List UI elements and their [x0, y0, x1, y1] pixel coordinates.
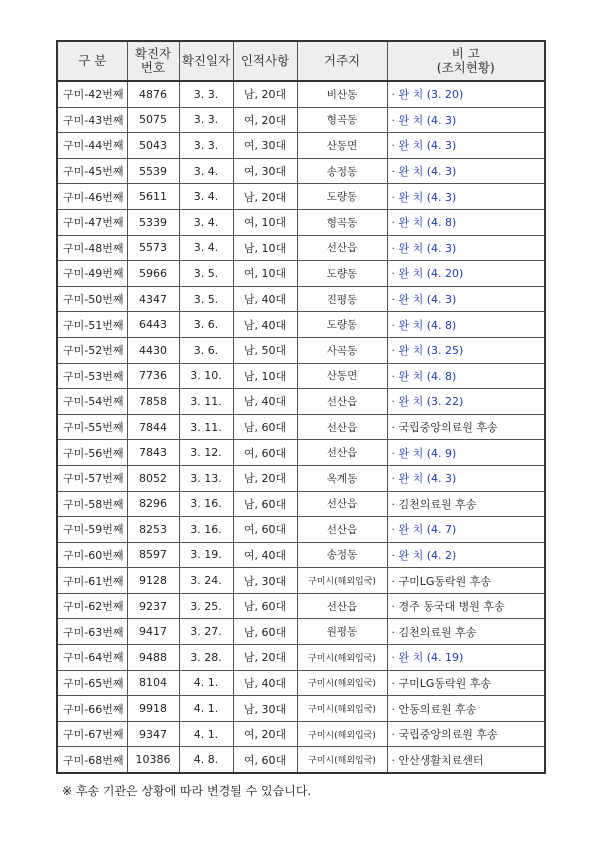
cell-remark: · 완 치 (4. 7) [387, 517, 545, 543]
cell-personal-info: 남, 10대 [233, 235, 297, 261]
table-row [57, 517, 545, 543]
table-row [57, 645, 545, 671]
cell-confirmed-date: 3. 3. [179, 133, 233, 159]
cell-confirmed-date: 3. 12. [179, 440, 233, 466]
cell-personal-info: 여, 60대 [233, 440, 297, 466]
cell-remark: · 완 치 (4. 19) [387, 645, 545, 671]
cell-remark: · 완 치 (4. 3) [387, 107, 545, 133]
cell-case-number: 9488 [127, 645, 179, 671]
cell-personal-info: 남, 40대 [233, 670, 297, 696]
table-row [57, 363, 545, 389]
cell-confirmed-date: 3. 10. [179, 363, 233, 389]
cell-remark: · 완 치 (4. 3) [387, 184, 545, 210]
cell-remark: · 완 치 (4. 3) [387, 235, 545, 261]
table-row [57, 261, 545, 287]
cell-case-id: 구미-65번째 [57, 670, 127, 696]
table-row [57, 337, 545, 363]
cell-confirmed-date: 4. 1. [179, 696, 233, 722]
cell-residence: 구미시(해외입국) [297, 670, 387, 696]
table-row [57, 184, 545, 210]
cell-confirmed-date: 3. 5. [179, 261, 233, 287]
header-remarks-line1: 비 고 [451, 46, 480, 61]
header-case-number-line2: 번호 [140, 60, 166, 75]
cell-case-number: 5339 [127, 209, 179, 235]
cell-remark: · 완 치 (3. 22) [387, 389, 545, 415]
cell-case-id: 구미-43번째 [57, 107, 127, 133]
cell-case-number: 9918 [127, 696, 179, 722]
cell-personal-info: 여, 20대 [233, 107, 297, 133]
cell-case-id: 구미-66번째 [57, 696, 127, 722]
cell-case-id: 구미-64번째 [57, 645, 127, 671]
cell-residence: 구미시(해외입국) [297, 747, 387, 773]
cell-confirmed-date: 3. 4. [179, 158, 233, 184]
cell-case-number: 7858 [127, 389, 179, 415]
cell-residence: 구미시(해외입국) [297, 721, 387, 747]
header-residence: 거주지 [297, 41, 387, 81]
cell-case-id: 구미-62번째 [57, 593, 127, 619]
cell-case-number: 7844 [127, 414, 179, 440]
cell-case-id: 구미-68번째 [57, 747, 127, 773]
cell-residence: 송정동 [297, 158, 387, 184]
cell-personal-info: 여, 20대 [233, 721, 297, 747]
cell-remark: · 완 치 (4. 8) [387, 312, 545, 338]
table-row [57, 81, 545, 107]
cell-case-number: 6443 [127, 312, 179, 338]
cell-case-number: 10386 [127, 747, 179, 773]
table-row [57, 158, 545, 184]
table-row [57, 389, 545, 415]
cell-confirmed-date: 3. 11. [179, 389, 233, 415]
cell-personal-info: 여, 30대 [233, 158, 297, 184]
cell-confirmed-date: 3. 28. [179, 645, 233, 671]
cell-confirmed-date: 4. 8. [179, 747, 233, 773]
table-row [57, 209, 545, 235]
cell-confirmed-date: 4. 1. [179, 721, 233, 747]
cell-residence: 산동면 [297, 133, 387, 159]
header-row [57, 41, 545, 81]
cell-case-id: 구미-52번째 [57, 337, 127, 363]
cell-case-number: 9347 [127, 721, 179, 747]
cell-case-id: 구미-57번째 [57, 465, 127, 491]
table-row [57, 542, 545, 568]
cell-case-number: 8296 [127, 491, 179, 517]
cell-case-number: 8052 [127, 465, 179, 491]
cell-case-number: 9128 [127, 568, 179, 594]
cell-confirmed-date: 3. 19. [179, 542, 233, 568]
cell-remark: · 완 치 (4. 3) [387, 133, 545, 159]
cell-case-id: 구미-50번째 [57, 286, 127, 312]
cell-case-id: 구미-53번째 [57, 363, 127, 389]
cell-remark: · 완 치 (4. 20) [387, 261, 545, 287]
cell-confirmed-date: 4. 1. [179, 670, 233, 696]
cell-remark: · 경주 동국대 병원 후송 [387, 593, 545, 619]
cell-case-number: 5966 [127, 261, 179, 287]
footnote: ※ 후송 기관은 상황에 따라 변경될 수 있습니다. [62, 784, 312, 798]
cell-confirmed-date: 3. 13. [179, 465, 233, 491]
table-row [57, 465, 545, 491]
table-row [57, 721, 545, 747]
cell-case-number: 8104 [127, 670, 179, 696]
cell-case-number: 4347 [127, 286, 179, 312]
table-row [57, 107, 545, 133]
cell-remark: · 완 치 (3. 20) [387, 81, 545, 107]
table-row [57, 696, 545, 722]
cell-confirmed-date: 3. 25. [179, 593, 233, 619]
cell-personal-info: 남, 40대 [233, 286, 297, 312]
cell-confirmed-date: 3. 6. [179, 312, 233, 338]
cell-case-number: 5075 [127, 107, 179, 133]
cell-residence: 산동면 [297, 363, 387, 389]
cell-remark: · 안동의료원 후송 [387, 696, 545, 722]
header-case-number-line1: 확진자 [134, 46, 172, 61]
cell-case-number: 4876 [127, 81, 179, 107]
cell-case-id: 구미-61번째 [57, 568, 127, 594]
cell-personal-info: 남, 20대 [233, 81, 297, 107]
table-row [57, 133, 545, 159]
header-personal-info: 인적사항 [233, 41, 297, 81]
cell-case-id: 구미-48번째 [57, 235, 127, 261]
cell-personal-info: 남, 60대 [233, 593, 297, 619]
cell-confirmed-date: 3. 4. [179, 235, 233, 261]
cell-residence: 사곡동 [297, 337, 387, 363]
table-row [57, 235, 545, 261]
cell-remark: · 완 치 (4. 8) [387, 363, 545, 389]
cell-confirmed-date: 3. 24. [179, 568, 233, 594]
cell-case-id: 구미-67번째 [57, 721, 127, 747]
table-row [57, 414, 545, 440]
cell-personal-info: 여, 10대 [233, 261, 297, 287]
confirmed-cases-table [56, 40, 546, 774]
cell-personal-info: 여, 30대 [233, 133, 297, 159]
cell-personal-info: 남, 30대 [233, 568, 297, 594]
cell-case-id: 구미-47번째 [57, 209, 127, 235]
cell-case-id: 구미-46번째 [57, 184, 127, 210]
cell-case-id: 구미-60번째 [57, 542, 127, 568]
cell-residence: 형곡동 [297, 107, 387, 133]
cell-residence: 선산읍 [297, 389, 387, 415]
cell-remark: · 완 치 (4. 3) [387, 286, 545, 312]
cell-personal-info: 남, 10대 [233, 363, 297, 389]
cell-case-id: 구미-49번째 [57, 261, 127, 287]
cell-remark: · 구미LG동락원 후송 [387, 568, 545, 594]
cell-remark: · 완 치 (4. 2) [387, 542, 545, 568]
table-body [57, 81, 545, 773]
cell-remark: · 완 치 (3. 25) [387, 337, 545, 363]
cell-remark: · 완 치 (4. 3) [387, 465, 545, 491]
cell-confirmed-date: 3. 27. [179, 619, 233, 645]
cell-case-number: 9417 [127, 619, 179, 645]
cell-case-id: 구미-63번째 [57, 619, 127, 645]
cell-personal-info: 여, 40대 [233, 542, 297, 568]
cell-residence: 옥계동 [297, 465, 387, 491]
cell-remark: · 국립중앙의료원 후송 [387, 721, 545, 747]
cell-case-id: 구미-51번째 [57, 312, 127, 338]
cell-personal-info: 여, 60대 [233, 517, 297, 543]
table-row [57, 670, 545, 696]
cell-personal-info: 남, 60대 [233, 414, 297, 440]
cell-case-id: 구미-55번째 [57, 414, 127, 440]
cell-case-id: 구미-44번째 [57, 133, 127, 159]
header-confirmed-date: 확진일자 [179, 41, 233, 81]
cell-case-number: 7736 [127, 363, 179, 389]
cell-personal-info: 남, 20대 [233, 184, 297, 210]
cell-case-number: 5611 [127, 184, 179, 210]
cell-case-id: 구미-56번째 [57, 440, 127, 466]
cell-residence: 원평동 [297, 619, 387, 645]
cell-case-number: 5043 [127, 133, 179, 159]
cell-residence: 비산동 [297, 81, 387, 107]
cell-residence: 형곡동 [297, 209, 387, 235]
cell-confirmed-date: 3. 4. [179, 184, 233, 210]
cell-personal-info: 남, 20대 [233, 645, 297, 671]
header-remarks [387, 41, 545, 81]
cell-remark: · 완 치 (4. 8) [387, 209, 545, 235]
cell-residence: 구미시(해외입국) [297, 696, 387, 722]
cell-personal-info: 남, 60대 [233, 619, 297, 645]
cell-remark: · 김천의료원 후송 [387, 491, 545, 517]
cell-residence: 선산읍 [297, 440, 387, 466]
cell-remark: · 국립중앙의료원 후송 [387, 414, 545, 440]
cell-confirmed-date: 3. 5. [179, 286, 233, 312]
cell-case-number: 7843 [127, 440, 179, 466]
cell-residence: 선산읍 [297, 491, 387, 517]
header-remarks-line2: (조치현황) [436, 60, 495, 75]
cell-personal-info: 남, 50대 [233, 337, 297, 363]
cell-personal-info: 여, 60대 [233, 747, 297, 773]
cell-residence: 송정동 [297, 542, 387, 568]
cell-confirmed-date: 3. 3. [179, 81, 233, 107]
cell-case-id: 구미-54번째 [57, 389, 127, 415]
cell-remark: · 완 치 (4. 9) [387, 440, 545, 466]
cell-confirmed-date: 3. 6. [179, 337, 233, 363]
cell-confirmed-date: 3. 16. [179, 517, 233, 543]
cell-case-number: 5539 [127, 158, 179, 184]
cell-residence: 구미시(해외입국) [297, 645, 387, 671]
cell-case-number: 8597 [127, 542, 179, 568]
cell-residence: 진평동 [297, 286, 387, 312]
cell-case-id: 구미-59번째 [57, 517, 127, 543]
table-row [57, 286, 545, 312]
cell-remark: · 완 치 (4. 3) [387, 158, 545, 184]
table-row [57, 491, 545, 517]
header-case-number [127, 41, 179, 81]
cell-personal-info: 남, 40대 [233, 389, 297, 415]
cell-case-number: 4430 [127, 337, 179, 363]
cell-residence: 선산읍 [297, 517, 387, 543]
table-row [57, 440, 545, 466]
cell-personal-info: 남, 20대 [233, 465, 297, 491]
cell-case-id: 구미-42번째 [57, 81, 127, 107]
table-row [57, 619, 545, 645]
table-row [57, 747, 545, 773]
cell-confirmed-date: 3. 3. [179, 107, 233, 133]
cell-remark: · 김천의료원 후송 [387, 619, 545, 645]
table-row [57, 312, 545, 338]
cell-residence: 선산읍 [297, 593, 387, 619]
cell-case-number: 8253 [127, 517, 179, 543]
cell-personal-info: 여, 10대 [233, 209, 297, 235]
cell-residence: 도량동 [297, 312, 387, 338]
cell-confirmed-date: 3. 4. [179, 209, 233, 235]
cell-personal-info: 남, 60대 [233, 491, 297, 517]
cell-remark: · 구미LG동락원 후송 [387, 670, 545, 696]
table-row [57, 568, 545, 594]
cell-confirmed-date: 3. 11. [179, 414, 233, 440]
cell-residence: 선산읍 [297, 414, 387, 440]
cell-residence: 구미시(해외입국) [297, 568, 387, 594]
cell-case-id: 구미-45번째 [57, 158, 127, 184]
cell-personal-info: 남, 30대 [233, 696, 297, 722]
cell-case-id: 구미-58번째 [57, 491, 127, 517]
table-header [57, 41, 545, 81]
cell-residence: 도량동 [297, 184, 387, 210]
cell-confirmed-date: 3. 16. [179, 491, 233, 517]
cell-residence: 도량동 [297, 261, 387, 287]
cell-case-number: 5573 [127, 235, 179, 261]
cell-case-number: 9237 [127, 593, 179, 619]
header-gubun: 구 분 [57, 41, 127, 81]
cell-residence: 선산읍 [297, 235, 387, 261]
cell-remark: · 안산생활치료센터 [387, 747, 545, 773]
table-row [57, 593, 545, 619]
cell-personal-info: 남, 40대 [233, 312, 297, 338]
